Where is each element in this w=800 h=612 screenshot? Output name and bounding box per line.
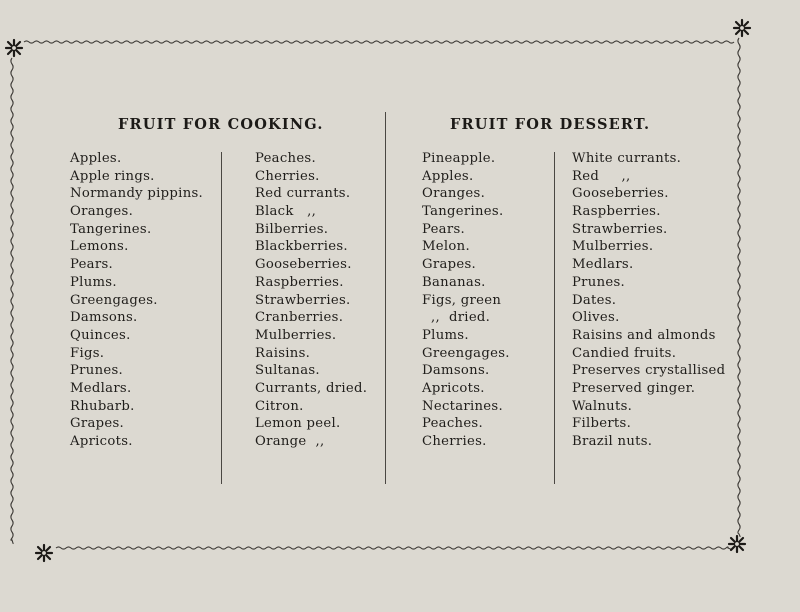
list-item: ,, dried. <box>422 310 491 326</box>
list-item: Red currants. <box>255 186 351 202</box>
list-item: Figs. <box>70 345 105 361</box>
list-item: Lemon peel. <box>255 416 341 432</box>
border-top-wavy-line <box>24 41 734 43</box>
list-item: Currants, dried. <box>255 380 368 396</box>
border-right-wavy-line <box>738 38 740 537</box>
list-item: Gooseberries. <box>255 257 352 273</box>
list-item: Preserved ginger. <box>572 380 696 396</box>
list-item: Brazil nuts. <box>572 434 653 449</box>
cooking-fruit-list-2 <box>255 150 367 451</box>
list-item: Raspberries. <box>255 274 344 290</box>
border-left-wavy-line <box>11 58 13 544</box>
list-item: Pineapple. <box>422 151 496 166</box>
list-item: Medlars. <box>572 257 634 273</box>
corner-star-icon-top-right <box>734 20 750 36</box>
list-item: Damsons. <box>422 363 490 379</box>
list-item: Orange ,, <box>255 434 325 449</box>
list-item: Damsons. <box>70 310 138 326</box>
list-item: Black ,, <box>255 204 317 220</box>
list-item: Blackberries. <box>255 239 348 255</box>
list-item: Plums. <box>70 274 117 290</box>
list-item: Preserves crystallised <box>572 363 726 379</box>
list-item: Figs, green <box>422 292 502 308</box>
list-item: Prunes. <box>572 274 626 290</box>
list-item: Olives. <box>572 310 620 326</box>
list-item: Pears. <box>422 221 466 237</box>
list-item: Citron. <box>255 398 304 414</box>
list-item: Greengages. <box>70 292 158 308</box>
list-item: Raspberries. <box>572 204 661 220</box>
list-item: Mulberries. <box>572 239 654 255</box>
list-item: Walnuts. <box>572 398 633 414</box>
column-divider-dessert <box>554 152 555 484</box>
border-bottom-wavy-line <box>56 547 731 549</box>
list-item: Lemons. <box>70 239 129 255</box>
corner-star-icon-bottom-right <box>729 536 745 552</box>
dessert-fruit-list-2 <box>572 150 725 451</box>
list-item: Oranges. <box>70 204 134 220</box>
list-item: Rhubarb. <box>70 398 135 414</box>
list-item: Grapes. <box>422 257 477 273</box>
list-item: Bananas. <box>422 274 486 290</box>
list-item: Normandy pippins. <box>70 186 204 202</box>
list-item: Tangerines. <box>70 221 152 237</box>
list-item: Candied fruits. <box>572 345 677 361</box>
list-item: Oranges. <box>422 186 486 202</box>
list-item: Raisins. <box>255 345 311 361</box>
list-item: Apricots. <box>70 434 133 449</box>
cooking-fruit-list-1 <box>70 150 203 451</box>
list-item: Plums. <box>422 327 469 343</box>
column-divider-cooking <box>221 152 222 484</box>
list-item: Melon. <box>422 239 470 255</box>
list-item: Tangerines. <box>422 204 504 220</box>
corner-star-icon-top-left <box>6 40 22 56</box>
list-item: Prunes. <box>70 363 124 379</box>
list-item: Cherries. <box>422 434 487 449</box>
list-item: Apple rings. <box>70 168 155 184</box>
list-item: Apples. <box>422 168 474 184</box>
list-item: Strawberries. <box>572 221 668 237</box>
list-item: Peaches. <box>255 151 316 166</box>
list-item: Medlars. <box>70 380 132 396</box>
list-item: Filberts. <box>572 416 632 432</box>
list-item: Mulberries. <box>255 327 337 343</box>
list-item: White currants. <box>572 151 682 166</box>
list-item: Gooseberries. <box>572 186 669 202</box>
list-item: Cranberries. <box>255 310 344 326</box>
heading-fruit-for-cooking: FRUIT FOR COOKING. <box>118 116 324 133</box>
list-item: Greengages. <box>422 345 510 361</box>
list-item: Strawberries. <box>255 292 351 308</box>
list-item: Sultanas. <box>255 363 320 379</box>
list-item: Nectarines. <box>422 398 503 414</box>
corner-star-icon-bottom-left <box>36 545 52 561</box>
list-item: Raisins and almonds <box>572 327 716 343</box>
list-item: Peaches. <box>422 416 483 432</box>
list-item: Apricots. <box>422 380 485 396</box>
column-divider-center <box>385 112 386 484</box>
list-item: Grapes. <box>70 416 125 432</box>
dessert-fruit-list-1 <box>422 150 510 451</box>
list-item: Quinces. <box>70 327 131 343</box>
list-item: Pears. <box>70 257 114 273</box>
heading-fruit-for-dessert: FRUIT FOR DESSERT. <box>450 116 651 133</box>
list-item: Dates. <box>572 292 617 308</box>
list-item: Red ,, <box>572 168 631 184</box>
list-item: Bilberries. <box>255 221 329 237</box>
list-item: Cherries. <box>255 168 320 184</box>
list-item: Apples. <box>70 151 122 166</box>
